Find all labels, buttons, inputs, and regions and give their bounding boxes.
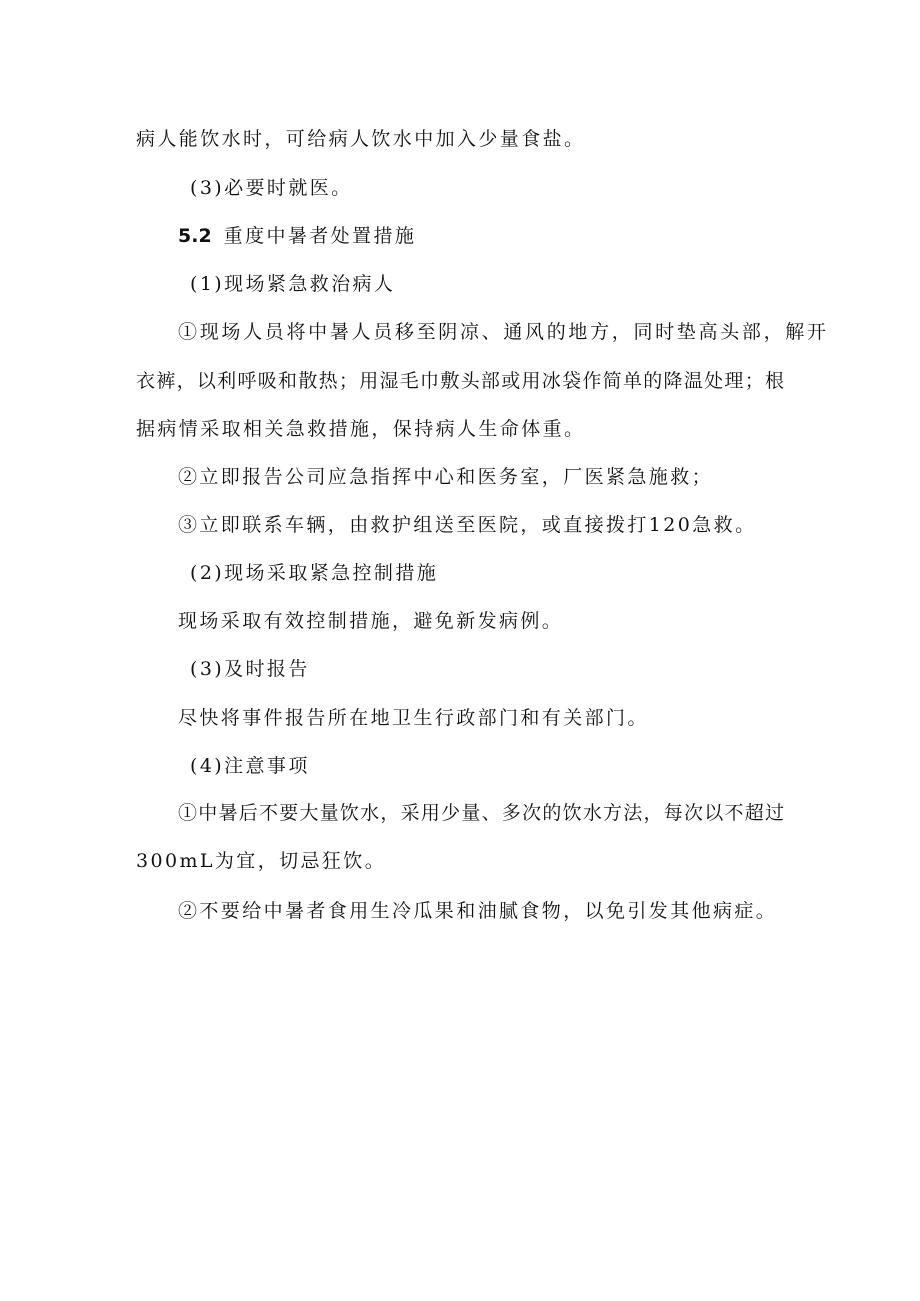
paragraph-line: ②立即报告公司应急指挥中心和医务室，厂医紧急施救； bbox=[178, 466, 714, 488]
paragraph-line: ③立即联系车辆，由救护组送至医院，或直接拨打120急救。 bbox=[178, 514, 757, 536]
section-number: 5.2 bbox=[178, 225, 212, 247]
subheading: (4)注意事项 bbox=[190, 755, 310, 777]
paragraph-line: ①现场人员将中暑人员移至阴凉、通风的地方，同时垫高头部，解开 bbox=[178, 321, 826, 343]
paragraph-line: 病人能饮水时，可给病人饮水中加入少量食盐。 bbox=[136, 128, 586, 150]
paragraph-line: 衣裤，以利呼吸和散热；用湿毛巾敷头部或用冰袋作简单的降温处理；根 bbox=[136, 370, 784, 392]
paragraph-line: 300mL为宜，切忌狂饮。 bbox=[136, 850, 387, 872]
paragraph-line: 尽快将事件报告所在地卫生行政部门和有关部门。 bbox=[178, 707, 649, 729]
subheading: (1)现场紧急救治病人 bbox=[190, 273, 396, 295]
section-title: 重度中暑者处置措施 bbox=[223, 225, 417, 247]
paragraph-line: 现场采取有效控制措施，避免新发病例。 bbox=[178, 610, 564, 632]
section-heading bbox=[178, 224, 416, 248]
list-item: (3)必要时就医。 bbox=[190, 177, 353, 199]
paragraph-line: 据病情采取相关急救措施，保持病人生命体重。 bbox=[136, 418, 586, 440]
paragraph-line: ①中暑后不要大量饮水，采用少量、多次的饮水方法，每次以不超过 bbox=[178, 802, 784, 824]
paragraph-line: ②不要给中暑者食用生冷瓜果和油腻食物，以免引发其他病症。 bbox=[178, 900, 778, 922]
subheading: (2)现场采取紧急控制措施 bbox=[190, 562, 439, 584]
subheading: (3)及时报告 bbox=[190, 658, 310, 680]
